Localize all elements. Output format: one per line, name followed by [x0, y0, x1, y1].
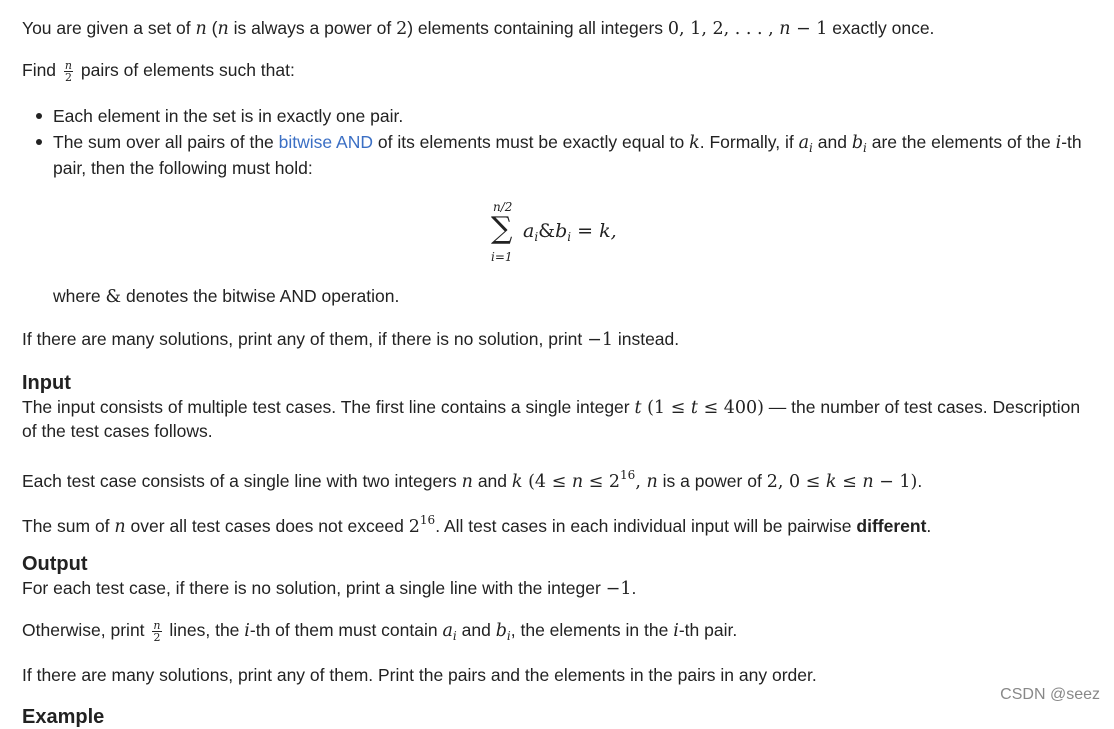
math-minus-one: −1: [605, 579, 632, 599]
math-n: n: [646, 472, 658, 492]
text: are the elements of the: [866, 132, 1056, 152]
math-a: a: [523, 220, 535, 242]
math-n: n: [461, 472, 473, 492]
fraction-n-over-2: [64, 60, 73, 83]
math-range: − 1): [873, 472, 918, 492]
math-subscript-i: i: [506, 629, 511, 643]
text: lines, the: [164, 620, 245, 640]
text: ) elements containing all integers: [407, 18, 668, 38]
fraction-numerator: n: [153, 618, 161, 632]
text: Each element in the set is in exactly one pair.: [53, 106, 404, 126]
math-k: k: [825, 472, 837, 492]
text: .: [926, 516, 932, 536]
solutions-paragraph: [22, 327, 679, 352]
text: . Formally, if: [699, 132, 799, 152]
math-b: b: [851, 133, 864, 153]
math-subscript-i: i: [534, 230, 539, 244]
sum-formula: [491, 200, 691, 270]
sigma-symbol: ∑: [491, 211, 513, 246]
math-subscript-i: i: [863, 141, 867, 155]
find-paragraph: [22, 58, 295, 83]
sum-lower-limit-text: i=1: [491, 250, 513, 264]
math-subscript-i: i: [809, 141, 813, 155]
output-paragraph-1: [22, 576, 636, 601]
math-i: i: [1055, 133, 1062, 153]
text: If there are many solutions, print any of them, if there is no solution, print: [22, 329, 588, 349]
csdn-watermark: CSDN @seez: [1000, 686, 1100, 703]
text: where: [53, 286, 106, 306]
math-ampersand: &: [105, 287, 122, 307]
text: .: [631, 578, 637, 598]
text: instead.: [612, 329, 680, 349]
output-heading: Output: [22, 553, 88, 575]
text: Each test case consists of a single line with two integers: [22, 471, 462, 491]
text: pairs of elements such that:: [76, 60, 295, 80]
sum-constraint-paragraph: [22, 508, 931, 539]
bitwise-and-link[interactable]: bitwise AND: [278, 132, 373, 152]
math-exponent: 16: [620, 468, 636, 482]
text: , the elements in the: [510, 620, 674, 640]
bullet-dot: [36, 113, 42, 119]
math-t: t: [690, 398, 698, 418]
text: is a power of: [657, 471, 767, 491]
intro-paragraph: [22, 16, 934, 41]
math-k: k: [511, 472, 523, 492]
math-two: 2: [408, 517, 420, 537]
math-comma: ,: [635, 472, 647, 492]
bullet-dot: [36, 139, 42, 145]
math-minus-one: − 1: [790, 19, 828, 39]
text: of the test cases follows.: [22, 421, 213, 441]
math-a: a: [798, 133, 810, 153]
text: pair, then the following must hold:: [53, 158, 313, 178]
math-n: n: [217, 19, 229, 39]
text: of its elements must be exactly equal to: [373, 132, 690, 152]
math-subscript-i: i: [567, 230, 572, 244]
math-t: t: [634, 398, 642, 418]
text: and: [456, 620, 496, 640]
math-sequence: 0, 1, 2, . . . ,: [667, 19, 780, 39]
bullet-item-1: [53, 104, 403, 128]
fraction-denominator: 2: [64, 70, 72, 84]
bold-text-different: different: [856, 516, 927, 536]
fraction-numerator: n: [64, 58, 72, 72]
output-paragraph-2: [22, 618, 737, 648]
math-n: n: [195, 19, 207, 39]
text: and: [812, 132, 852, 152]
input-paragraph-line-1: [22, 395, 1080, 420]
text: For each test case, if there is no solution, print a single line with the integer: [22, 578, 606, 598]
fraction-denominator: 2: [153, 630, 161, 644]
math-b: b: [495, 621, 507, 641]
math-b: b: [555, 220, 568, 242]
math-minus-one: −1: [587, 330, 613, 350]
math-i: i: [673, 621, 679, 641]
text: .: [917, 471, 923, 491]
math-range: , 0 ≤: [777, 472, 826, 492]
text: -th: [1061, 132, 1082, 152]
sum-upper-limit: n/2: [493, 200, 513, 214]
test-case-paragraph: [22, 463, 922, 494]
text: exactly once.: [827, 18, 935, 38]
math-subscript-i: i: [452, 629, 457, 643]
text: -th of them must contain: [249, 620, 443, 640]
math-k: k: [689, 133, 700, 153]
text: If there are many solutions, print any of them. Print the pairs and the elements in the pairs in any order.: [22, 665, 817, 685]
text: The sum over all pairs of the: [53, 132, 279, 152]
math-a: a: [442, 621, 453, 641]
math-n: n: [114, 517, 126, 537]
math-range: ≤ 2: [583, 472, 621, 492]
text: -th pair.: [678, 620, 738, 640]
next-section-heading-clipped: [22, 706, 105, 728]
input-heading: Input: [22, 372, 71, 394]
where-paragraph: [53, 284, 399, 309]
math-range: (4 ≤: [522, 472, 572, 492]
text: — the number of test cases. Description: [763, 397, 1081, 417]
text: denotes the bitwise AND operation.: [121, 286, 400, 306]
text: and: [472, 471, 512, 491]
text: The sum of: [22, 516, 115, 536]
bullet-item-2-continued: [53, 156, 313, 180]
math-n: n: [779, 19, 791, 39]
text: You are given a set of: [22, 18, 196, 38]
text: Find: [22, 60, 61, 80]
text: . All test cases in each individual input will be pairwise: [435, 516, 857, 536]
text: The input consists of multiple test cases. The first line contains a single integer: [22, 397, 635, 417]
text: (: [206, 18, 218, 38]
math-two: 2: [766, 472, 778, 492]
math-n: n: [571, 472, 584, 492]
math-equals-k: = k,: [571, 220, 617, 242]
math-ampersand: &: [538, 220, 556, 242]
text: is always a power of: [228, 18, 397, 38]
example-heading: Example: [22, 706, 105, 728]
sum-body: [523, 220, 617, 244]
text: Otherwise, print: [22, 620, 150, 640]
math-range: ≤ 400): [697, 398, 764, 418]
input-paragraph-line-2: [22, 419, 213, 443]
fraction-n-over-2: [152, 620, 161, 643]
math-n: n: [862, 472, 874, 492]
math-exponent: 16: [419, 513, 436, 527]
output-paragraph-3: [22, 663, 817, 687]
math-two: 2: [396, 19, 408, 39]
math-range: (1 ≤: [641, 398, 691, 418]
math-i: i: [244, 621, 250, 641]
sum-lower-limit: [491, 250, 513, 264]
math-range: ≤: [836, 472, 863, 492]
text: over all test cases does not exceed: [125, 516, 409, 536]
